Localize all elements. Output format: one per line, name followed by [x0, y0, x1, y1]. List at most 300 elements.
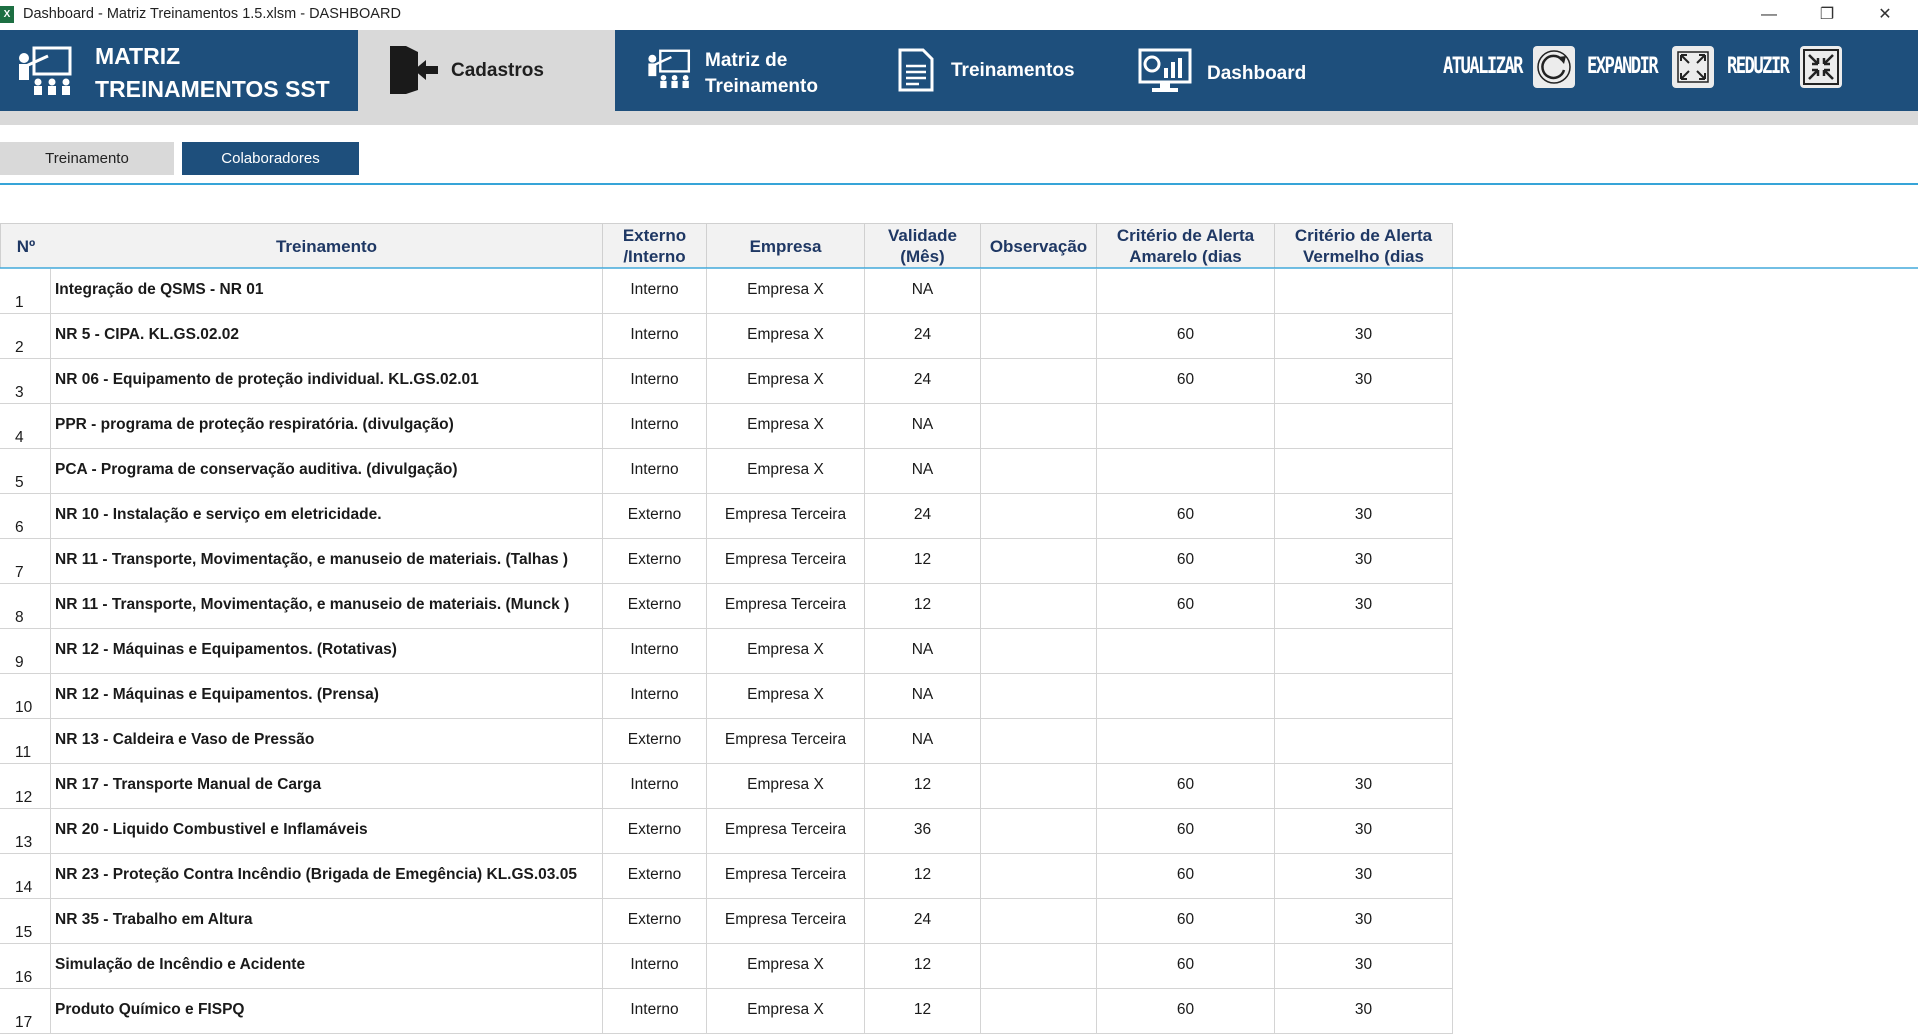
- tab-divider: [0, 183, 1918, 185]
- cell-treinamento[interactable]: [51, 494, 603, 538]
- atualizar-label: ATUALIZAR: [1443, 54, 1522, 79]
- cell-empresa[interactable]: [707, 539, 865, 583]
- cell-externo-interno[interactable]: [603, 809, 707, 853]
- header-externo-line1: Externo: [622, 226, 687, 245]
- cell-alerta-amarelo[interactable]: [1097, 584, 1275, 628]
- cell-validade[interactable]: [865, 854, 981, 898]
- nav-cadastros-label: Cadastros: [451, 60, 544, 81]
- cell-alerta-vermelho-value: 30: [1354, 956, 1373, 973]
- table-row[interactable]: [0, 674, 1453, 719]
- cell-empresa[interactable]: [707, 449, 865, 493]
- cell-alerta-vermelho[interactable]: [1275, 854, 1453, 898]
- cell-validade-value: 36: [913, 821, 932, 838]
- expand-arrows-icon: [1672, 46, 1714, 88]
- cell-empresa-value: Empresa X: [747, 326, 824, 343]
- table-row[interactable]: [0, 404, 1453, 449]
- cell-alerta-vermelho-value: 30: [1354, 776, 1373, 793]
- cell-empresa-value: Empresa Terceira: [724, 911, 847, 928]
- table-row[interactable]: [0, 539, 1453, 584]
- cell-empresa-value: Empresa X: [747, 1001, 824, 1018]
- cell-validade-value: 12: [913, 1001, 932, 1018]
- cell-validade[interactable]: [865, 674, 981, 718]
- cell-treinamento[interactable]: [51, 854, 603, 898]
- cell-alerta-amarelo-value: 60: [1176, 911, 1195, 928]
- cell-externo-interno-value: Externo: [627, 731, 682, 748]
- header-alerta-amarelo: [1097, 223, 1275, 268]
- cell-observacao[interactable]: [981, 809, 1097, 853]
- close-button[interactable]: ✕: [1878, 6, 1892, 23]
- cell-empresa[interactable]: [707, 269, 865, 313]
- cell-observacao[interactable]: [981, 944, 1097, 988]
- cell-externo-interno-value: Interno: [630, 686, 679, 703]
- cell-treinamento[interactable]: [51, 764, 603, 808]
- cell-observacao[interactable]: [981, 494, 1097, 538]
- cell-alerta-vermelho-value: 30: [1354, 506, 1373, 523]
- cell-num[interactable]: [0, 719, 51, 763]
- cell-alerta-amarelo[interactable]: [1097, 764, 1275, 808]
- header-externo-line2: /Interno: [623, 247, 686, 266]
- cell-alerta-vermelho[interactable]: [1275, 764, 1453, 808]
- cell-validade[interactable]: [865, 494, 981, 538]
- cell-empresa-value: Empresa Terceira: [724, 551, 847, 568]
- cell-empresa[interactable]: [707, 809, 865, 853]
- excel-app-icon: X: [0, 6, 14, 23]
- cell-validade[interactable]: [865, 404, 981, 448]
- cell-externo-interno[interactable]: [603, 494, 707, 538]
- cell-alerta-vermelho[interactable]: [1275, 359, 1453, 403]
- nav-dashboard[interactable]: [1120, 30, 1340, 111]
- cell-empresa-value: Empresa X: [747, 461, 824, 478]
- cell-validade[interactable]: [865, 269, 981, 313]
- cell-alerta-amarelo-value: 60: [1176, 821, 1195, 838]
- cell-empresa-value: Empresa Terceira: [724, 866, 847, 883]
- table-row[interactable]: [0, 764, 1453, 809]
- row-number: 15: [15, 924, 33, 941]
- cell-alerta-amarelo[interactable]: [1097, 269, 1275, 313]
- cell-num[interactable]: [0, 404, 51, 448]
- row-number: 7: [15, 564, 24, 581]
- header-amarelo-line2: Amarelo (dias: [1129, 247, 1242, 266]
- cell-externo-interno[interactable]: [603, 539, 707, 583]
- cell-empresa[interactable]: [707, 629, 865, 673]
- cell-validade[interactable]: [865, 539, 981, 583]
- table-row[interactable]: [0, 809, 1453, 854]
- cell-alerta-vermelho[interactable]: [1275, 674, 1453, 718]
- cell-treinamento[interactable]: [51, 899, 603, 943]
- row-number: 3: [15, 384, 24, 401]
- cell-treinamento[interactable]: [51, 449, 603, 493]
- cell-observacao[interactable]: [981, 719, 1097, 763]
- cell-empresa-value: Empresa Terceira: [724, 731, 847, 748]
- cell-externo-interno[interactable]: [603, 629, 707, 673]
- reduce-button[interactable]: [1800, 46, 1842, 88]
- cell-num[interactable]: [0, 899, 51, 943]
- cell-externo-interno-value: Interno: [630, 416, 679, 433]
- cell-observacao[interactable]: [981, 989, 1097, 1033]
- cell-treinamento[interactable]: [51, 269, 603, 313]
- training-name: NR 17 - Transporte Manual de Carga: [55, 776, 322, 793]
- tab-treinamento[interactable]: Treinamento: [0, 142, 174, 175]
- cell-externo-interno[interactable]: [603, 719, 707, 763]
- cell-alerta-amarelo[interactable]: [1097, 989, 1275, 1033]
- cell-empresa[interactable]: [707, 494, 865, 538]
- cell-num[interactable]: [0, 584, 51, 628]
- cell-treinamento[interactable]: [51, 404, 603, 448]
- header-alerta-vermelho: [1275, 223, 1453, 268]
- training-name: Produto Químico e FISPQ: [55, 1001, 245, 1018]
- training-name: NR 10 - Instalação e serviço em eletricidade.: [55, 506, 382, 523]
- cell-externo-interno-value: Externo: [627, 596, 682, 613]
- ribbon-separator: [0, 111, 1918, 125]
- cell-alerta-vermelho[interactable]: [1275, 269, 1453, 313]
- refresh-icon: [1533, 46, 1575, 88]
- teacher-board-icon: [16, 46, 74, 96]
- header-observacao: Observação: [981, 223, 1097, 268]
- restore-button[interactable]: ❐: [1819, 6, 1835, 23]
- nav-matriz[interactable]: [615, 30, 875, 111]
- row-number: 9: [15, 654, 24, 671]
- cell-num[interactable]: [0, 269, 51, 313]
- cell-externo-interno[interactable]: [603, 449, 707, 493]
- document-icon: [897, 48, 935, 92]
- cell-externo-interno-value: Interno: [630, 281, 679, 298]
- training-name: NR 12 - Máquinas e Equipamentos. (Prensa): [55, 686, 379, 703]
- cell-externo-interno-value: Externo: [627, 911, 682, 928]
- cell-treinamento[interactable]: [51, 359, 603, 403]
- cell-alerta-amarelo[interactable]: [1097, 314, 1275, 358]
- cell-alerta-amarelo[interactable]: [1097, 899, 1275, 943]
- cell-alerta-amarelo[interactable]: [1097, 719, 1275, 763]
- table-row[interactable]: [0, 989, 1453, 1034]
- cell-externo-interno-value: Externo: [627, 506, 682, 523]
- training-name: NR 11 - Transporte, Movimentação, e manuseio de materiais. (Munck ): [55, 596, 570, 613]
- cell-observacao[interactable]: [981, 269, 1097, 313]
- cell-alerta-vermelho[interactable]: [1275, 314, 1453, 358]
- cell-observacao[interactable]: [981, 584, 1097, 628]
- cell-validade-value: NA: [911, 731, 934, 748]
- cell-treinamento[interactable]: [51, 719, 603, 763]
- cell-alerta-vermelho-value: 30: [1354, 911, 1373, 928]
- cell-treinamento[interactable]: [51, 989, 603, 1033]
- cell-externo-interno[interactable]: [603, 269, 707, 313]
- nav-treinamentos[interactable]: [875, 30, 1120, 111]
- cell-empresa-value: Empresa Terceira: [724, 506, 847, 523]
- header-validade-line2: (Mês): [900, 247, 945, 266]
- cell-validade[interactable]: [865, 314, 981, 358]
- cell-observacao[interactable]: [981, 314, 1097, 358]
- cell-alerta-vermelho-value: 30: [1354, 1001, 1373, 1018]
- cell-num[interactable]: [0, 314, 51, 358]
- window-titlebar: [0, 0, 1918, 30]
- cell-empresa[interactable]: [707, 359, 865, 403]
- cell-treinamento[interactable]: [51, 809, 603, 853]
- cell-empresa-value: Empresa Terceira: [724, 596, 847, 613]
- table-row[interactable]: [0, 269, 1453, 314]
- cell-alerta-vermelho[interactable]: [1275, 989, 1453, 1033]
- refresh-button[interactable]: [1533, 46, 1575, 88]
- cell-alerta-vermelho[interactable]: [1275, 944, 1453, 988]
- cell-validade-value: 12: [913, 776, 932, 793]
- brand-title-line2: TREINAMENTOS SST: [95, 76, 330, 102]
- cell-alerta-amarelo[interactable]: [1097, 629, 1275, 673]
- cell-alerta-amarelo-value: 60: [1176, 506, 1195, 523]
- cell-alerta-vermelho[interactable]: [1275, 719, 1453, 763]
- row-number: 14: [15, 879, 33, 896]
- header-externo-interno: [603, 223, 707, 268]
- cell-alerta-amarelo-value: 60: [1176, 1001, 1195, 1018]
- cell-externo-interno[interactable]: [603, 899, 707, 943]
- cell-alerta-vermelho-value: 30: [1354, 596, 1373, 613]
- cell-validade-value: 24: [913, 371, 932, 388]
- window-title: Dashboard - Matriz Treinamentos 1.5.xlsm - DASHBOARD: [23, 6, 401, 22]
- nav-matriz-label-line1: Matriz de: [705, 50, 788, 71]
- cell-num[interactable]: [0, 854, 51, 898]
- cell-empresa[interactable]: [707, 314, 865, 358]
- door-enter-icon: [388, 44, 440, 96]
- cell-externo-interno[interactable]: [603, 584, 707, 628]
- cell-alerta-vermelho[interactable]: [1275, 494, 1453, 538]
- cell-externo-interno-value: Interno: [630, 461, 679, 478]
- cell-num[interactable]: [0, 764, 51, 808]
- table-row[interactable]: [0, 854, 1453, 899]
- cell-treinamento[interactable]: [51, 314, 603, 358]
- cell-empresa[interactable]: [707, 764, 865, 808]
- cell-empresa[interactable]: [707, 584, 865, 628]
- cell-empresa-value: Empresa X: [747, 371, 824, 388]
- cell-validade[interactable]: [865, 899, 981, 943]
- cell-validade-value: 12: [913, 596, 932, 613]
- cell-empresa-value: Empresa X: [747, 956, 824, 973]
- cell-alerta-vermelho[interactable]: [1275, 809, 1453, 853]
- dashboard-monitor-icon: [1138, 48, 1192, 94]
- cell-validade-value: 24: [913, 911, 932, 928]
- cell-observacao[interactable]: [981, 899, 1097, 943]
- training-name: NR 12 - Máquinas e Equipamentos. (Rotativas): [55, 641, 397, 658]
- cell-empresa[interactable]: [707, 899, 865, 943]
- cell-validade-value: 12: [913, 551, 932, 568]
- table-row[interactable]: [0, 719, 1453, 764]
- table-row[interactable]: [0, 494, 1453, 539]
- header-vermelho-line1: Critério de Alerta: [1294, 226, 1433, 245]
- compress-arrows-icon: [1800, 46, 1842, 88]
- cell-alerta-amarelo-value: 60: [1176, 776, 1195, 793]
- teacher-board-icon: [646, 48, 692, 90]
- training-name: Simulação de Incêndio e Acidente: [55, 956, 306, 973]
- training-name: PPR - programa de proteção respiratória. (divulgação): [55, 416, 454, 433]
- cell-alerta-vermelho-value: 30: [1354, 371, 1373, 388]
- cell-observacao[interactable]: [981, 539, 1097, 583]
- nav-treinamentos-label: Treinamentos: [951, 60, 1075, 81]
- cell-alerta-vermelho-value: 30: [1354, 866, 1373, 883]
- nav-cadastros[interactable]: [358, 30, 615, 111]
- nav-matriz-label-line2: Treinamento: [705, 76, 818, 97]
- row-number: 6: [15, 519, 24, 536]
- training-name: NR 5 - CIPA. KL.GS.02.02: [55, 326, 240, 343]
- cell-treinamento[interactable]: [51, 539, 603, 583]
- cell-validade-value: 12: [913, 956, 932, 973]
- cell-externo-interno[interactable]: [603, 404, 707, 448]
- header-empresa: Empresa: [707, 223, 865, 268]
- training-name: Integração de QSMS - NR 01: [55, 281, 264, 298]
- cell-externo-interno-value: Externo: [627, 821, 682, 838]
- cell-num[interactable]: [0, 359, 51, 403]
- table-row[interactable]: [0, 584, 1453, 629]
- cell-externo-interno-value: Externo: [627, 551, 682, 568]
- cell-observacao[interactable]: [981, 674, 1097, 718]
- training-name: NR 35 - Trabalho em Altura: [55, 911, 253, 928]
- row-number: 5: [15, 474, 24, 491]
- cell-alerta-amarelo[interactable]: [1097, 674, 1275, 718]
- training-name: NR 20 - Liquido Combustivel e Inflamáveis: [55, 821, 368, 838]
- cell-empresa-value: Empresa X: [747, 686, 824, 703]
- cell-validade[interactable]: [865, 449, 981, 493]
- cell-observacao[interactable]: [981, 404, 1097, 448]
- header-vermelho-line2: Vermelho (dias: [1303, 247, 1424, 266]
- cell-alerta-vermelho[interactable]: [1275, 449, 1453, 493]
- cell-alerta-vermelho-value: 30: [1354, 326, 1373, 343]
- cell-validade[interactable]: [865, 944, 981, 988]
- row-number: 13: [15, 834, 33, 851]
- table-row[interactable]: [0, 449, 1453, 494]
- cell-empresa-value: Empresa X: [747, 281, 824, 298]
- header-num: Nº: [0, 223, 52, 268]
- cell-alerta-amarelo[interactable]: [1097, 944, 1275, 988]
- cell-empresa[interactable]: [707, 674, 865, 718]
- row-number: 16: [15, 969, 33, 986]
- cell-observacao[interactable]: [981, 854, 1097, 898]
- cell-alerta-vermelho[interactable]: [1275, 629, 1453, 673]
- row-number: 11: [15, 744, 32, 761]
- cell-externo-interno-value: Interno: [630, 776, 679, 793]
- cell-alerta-amarelo[interactable]: [1097, 539, 1275, 583]
- row-number: 10: [15, 699, 33, 716]
- cell-alerta-amarelo[interactable]: [1097, 404, 1275, 448]
- cell-empresa[interactable]: [707, 854, 865, 898]
- cell-num[interactable]: [0, 539, 51, 583]
- cell-observacao[interactable]: [981, 629, 1097, 673]
- cell-alerta-amarelo-value: 60: [1176, 866, 1195, 883]
- row-number: 2: [15, 339, 24, 356]
- cell-externo-interno[interactable]: [603, 359, 707, 403]
- cell-empresa[interactable]: [707, 404, 865, 448]
- table-row[interactable]: [0, 314, 1453, 359]
- row-number: 17: [15, 1014, 33, 1031]
- expand-button[interactable]: [1672, 46, 1714, 88]
- cell-empresa[interactable]: [707, 989, 865, 1033]
- cell-externo-interno[interactable]: [603, 674, 707, 718]
- cell-validade[interactable]: [865, 584, 981, 628]
- tab-colaboradores[interactable]: Colaboradores: [182, 142, 359, 175]
- cell-treinamento[interactable]: [51, 944, 603, 988]
- cell-empresa[interactable]: [707, 944, 865, 988]
- cell-alerta-amarelo[interactable]: [1097, 359, 1275, 403]
- cell-alerta-vermelho[interactable]: [1275, 899, 1453, 943]
- cell-externo-interno[interactable]: [603, 314, 707, 358]
- cell-alerta-amarelo-value: 60: [1176, 551, 1195, 568]
- minimize-button[interactable]: —: [1761, 6, 1777, 23]
- cell-externo-interno-value: Interno: [630, 641, 679, 658]
- cell-alerta-amarelo[interactable]: [1097, 809, 1275, 853]
- cell-validade[interactable]: [865, 359, 981, 403]
- cell-validade[interactable]: [865, 989, 981, 1033]
- cell-alerta-vermelho[interactable]: [1275, 539, 1453, 583]
- cell-validade[interactable]: [865, 629, 981, 673]
- cell-externo-interno-value: Interno: [630, 956, 679, 973]
- cell-validade[interactable]: [865, 809, 981, 853]
- cell-num[interactable]: [0, 989, 51, 1033]
- cell-alerta-amarelo-value: 60: [1176, 371, 1195, 388]
- header-amarelo-line1: Critério de Alerta: [1116, 226, 1255, 245]
- training-name: NR 06 - Equipamento de proteção individual. KL.GS.02.01: [55, 371, 479, 388]
- cell-validade-value: NA: [911, 461, 934, 478]
- cell-validade[interactable]: [865, 764, 981, 808]
- cell-externo-interno-value: Externo: [627, 866, 682, 883]
- header-validade: [865, 223, 981, 268]
- row-number: 12: [15, 789, 33, 806]
- training-name: NR 23 - Proteção Contra Incêndio (Brigada de Emegência) KL.GS.03.05: [55, 866, 577, 883]
- expandir-label: EXPANDIR: [1587, 54, 1658, 79]
- cell-validade-value: NA: [911, 641, 934, 658]
- cell-validade-value: NA: [911, 416, 934, 433]
- training-name: NR 11 - Transporte, Movimentação, e manuseio de materiais. (Talhas ): [55, 551, 569, 568]
- cell-empresa[interactable]: [707, 719, 865, 763]
- cell-observacao[interactable]: [981, 764, 1097, 808]
- table-row[interactable]: [0, 944, 1453, 989]
- cell-validade-value: 24: [913, 506, 932, 523]
- cell-num[interactable]: [0, 449, 51, 493]
- cell-alerta-vermelho[interactable]: [1275, 404, 1453, 448]
- cell-externo-interno-value: Interno: [630, 1001, 679, 1018]
- cell-externo-interno[interactable]: [603, 854, 707, 898]
- cell-validade-value: 24: [913, 326, 932, 343]
- cell-externo-interno[interactable]: [603, 944, 707, 988]
- cell-num[interactable]: [0, 674, 51, 718]
- cell-alerta-vermelho-value: 30: [1354, 821, 1373, 838]
- training-name: NR 13 - Caldeira e Vaso de Pressão: [55, 731, 315, 748]
- cell-validade-value: NA: [911, 281, 934, 298]
- cell-alerta-vermelho[interactable]: [1275, 584, 1453, 628]
- cell-treinamento[interactable]: [51, 629, 603, 673]
- header-validade-line1: Validade: [888, 226, 957, 245]
- training-name: PCA - Programa de conservação auditiva. (divulgação): [55, 461, 458, 478]
- cell-num[interactable]: [0, 494, 51, 538]
- table-row[interactable]: [0, 359, 1453, 404]
- cell-externo-interno-value: Interno: [630, 371, 679, 388]
- cell-alerta-amarelo[interactable]: [1097, 449, 1275, 493]
- cell-validade[interactable]: [865, 719, 981, 763]
- cell-treinamento[interactable]: [51, 674, 603, 718]
- cell-alerta-vermelho-value: 30: [1354, 551, 1373, 568]
- cell-observacao[interactable]: [981, 449, 1097, 493]
- cell-alerta-amarelo[interactable]: [1097, 494, 1275, 538]
- cell-num[interactable]: [0, 944, 51, 988]
- row-number: 1: [15, 294, 24, 311]
- table-row[interactable]: [0, 629, 1453, 674]
- cell-num[interactable]: [0, 629, 51, 673]
- cell-alerta-amarelo[interactable]: [1097, 854, 1275, 898]
- table-row[interactable]: [0, 899, 1453, 944]
- cell-empresa-value: Empresa Terceira: [724, 821, 847, 838]
- cell-num[interactable]: [0, 809, 51, 853]
- cell-externo-interno[interactable]: [603, 764, 707, 808]
- cell-treinamento[interactable]: [51, 584, 603, 628]
- reduzir-label: REDUZIR: [1727, 54, 1789, 79]
- cell-externo-interno[interactable]: [603, 989, 707, 1033]
- cell-alerta-amarelo-value: 60: [1176, 326, 1195, 343]
- row-number: 4: [15, 429, 24, 446]
- cell-observacao[interactable]: [981, 359, 1097, 403]
- nav-dashboard-label: Dashboard: [1207, 63, 1307, 84]
